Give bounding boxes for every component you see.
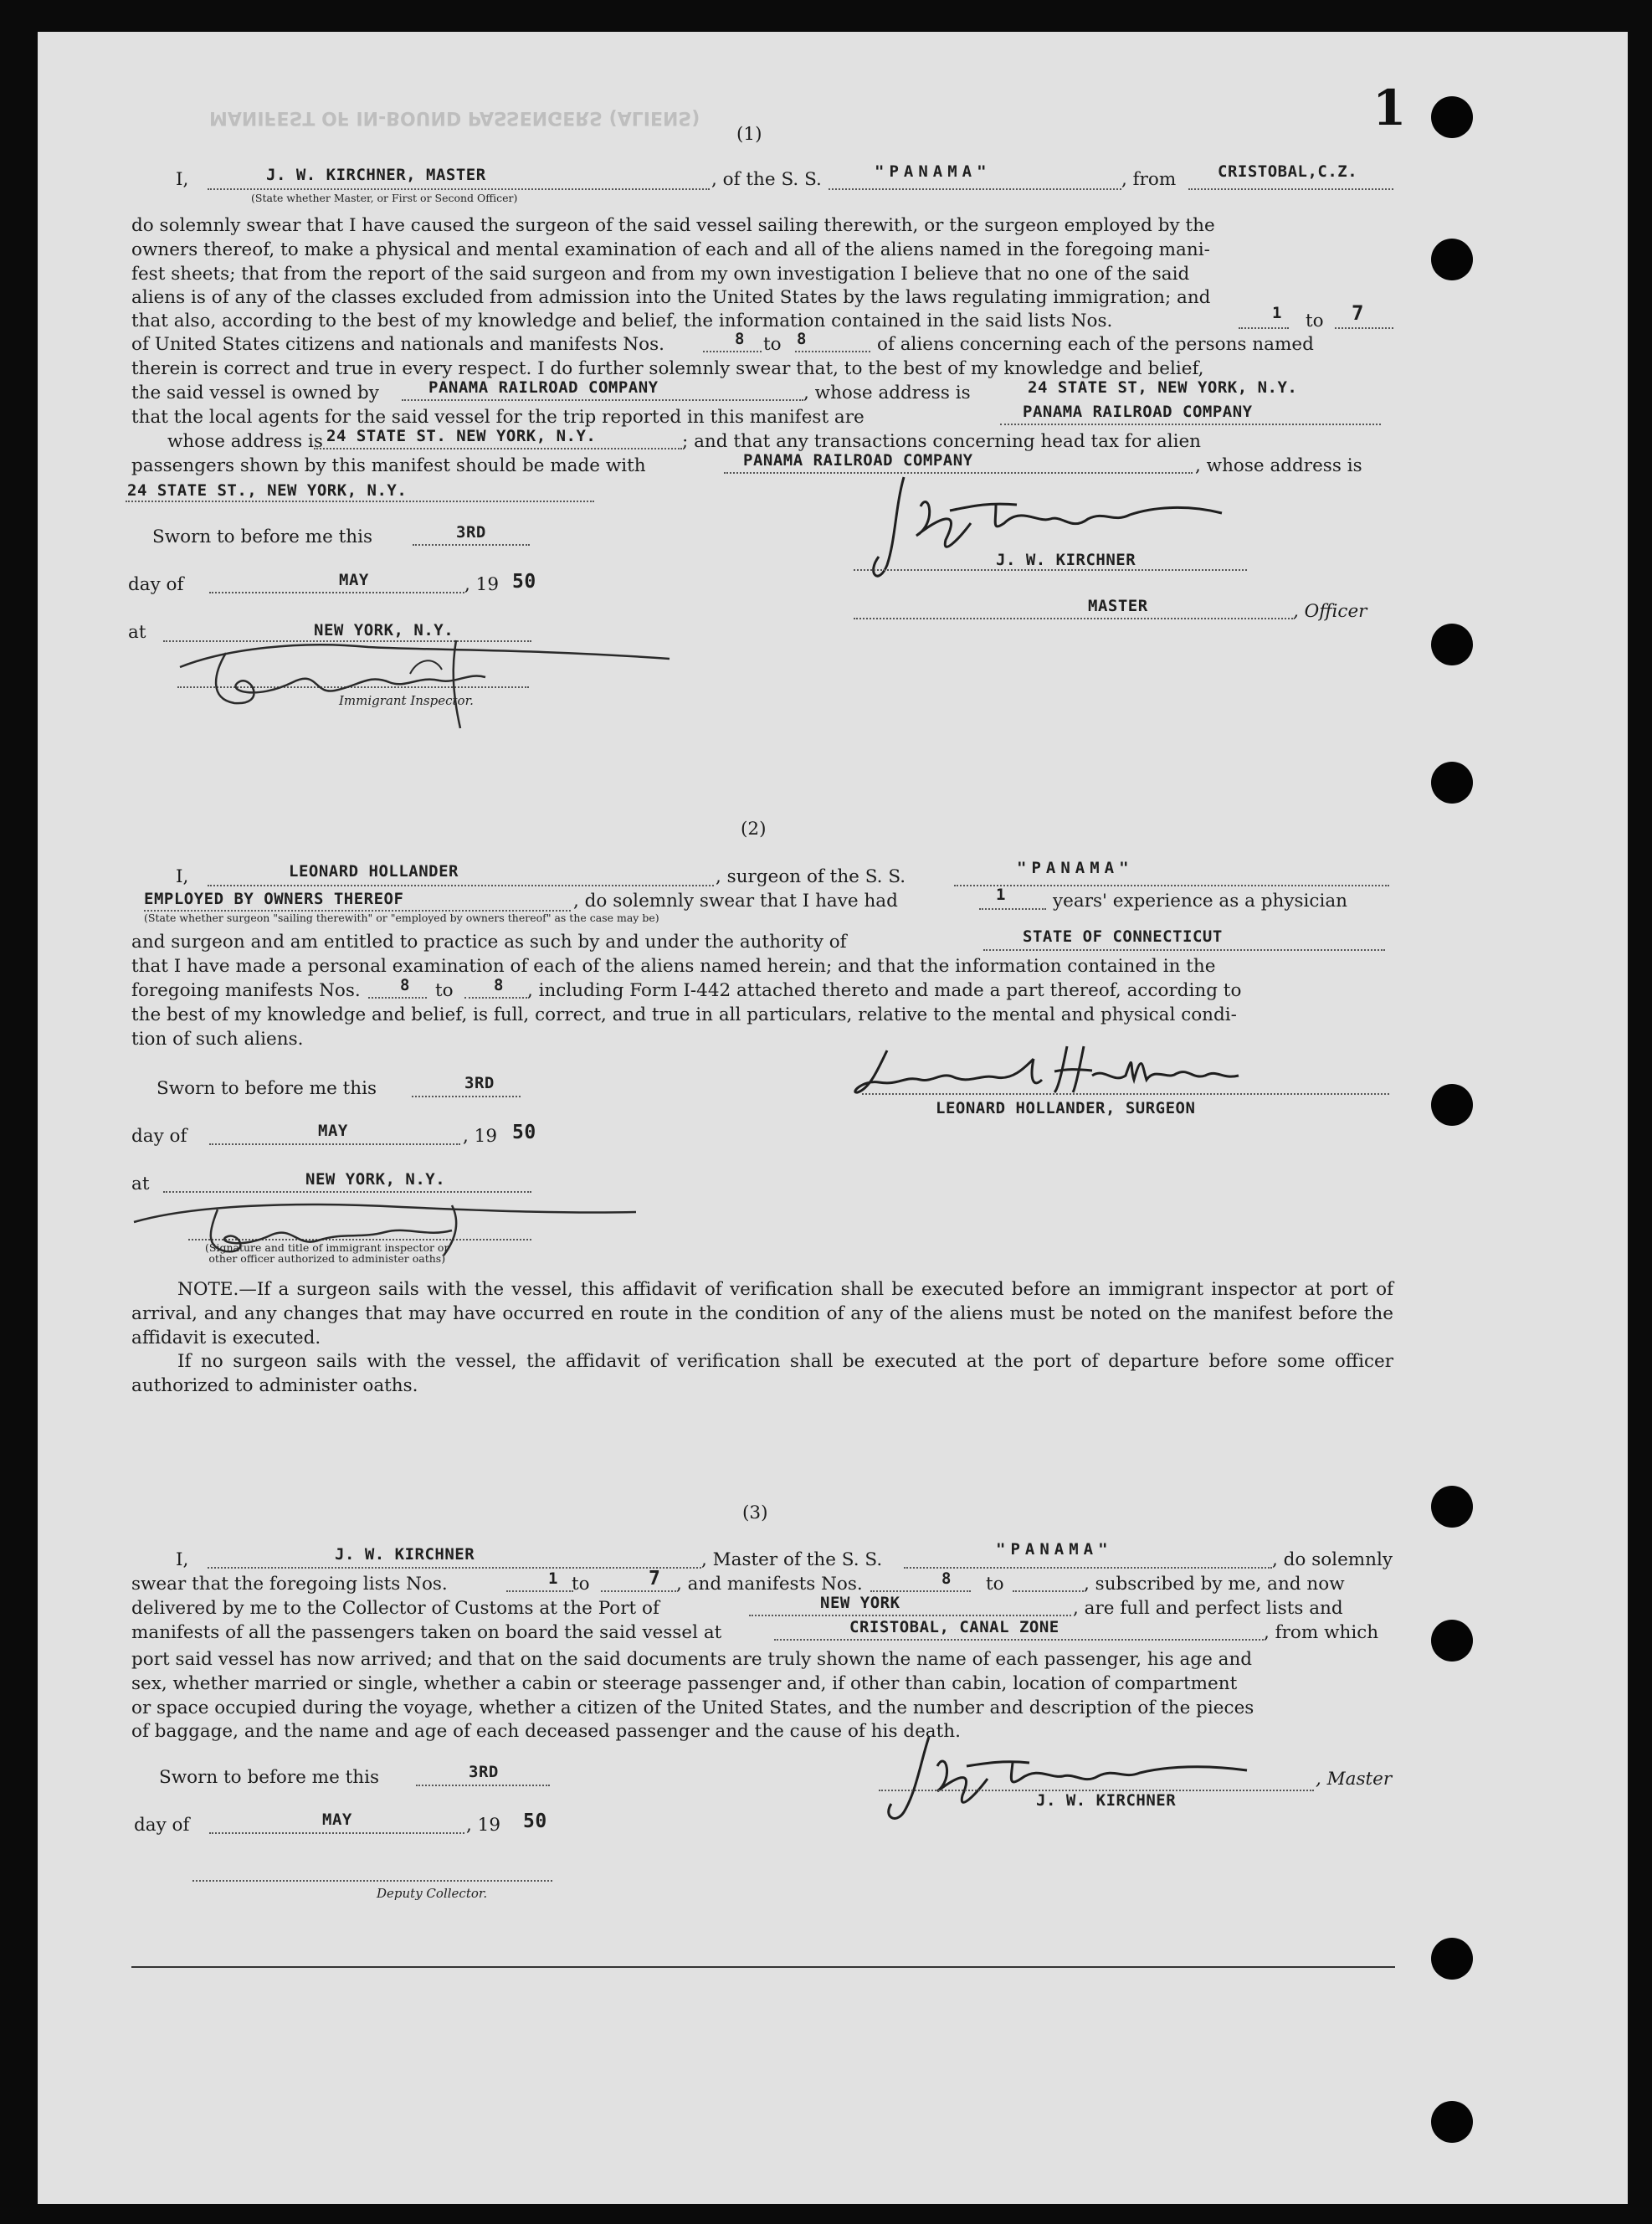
years-text: years' experience as a physician: [1053, 891, 1347, 912]
vessel-name: "PANAMA": [875, 162, 992, 181]
i-label: I,: [176, 866, 189, 887]
month: MAY: [318, 1122, 348, 1140]
manifests-text: manifests of all the passengers taken on board the said vessel at: [131, 1622, 722, 1643]
agents-label: that the local agents for the said vessel for the trip reported in this manifest are: [131, 407, 864, 428]
agent-address-label: whose address is: [167, 431, 323, 452]
authority-text: and surgeon and am entitled to practice as such by and under the authority of: [131, 932, 847, 953]
from-which-text: , from which: [1264, 1622, 1379, 1643]
master-name-line: [208, 1567, 701, 1569]
delivered-text: delivered by me to the Collector of Customs at the Port of: [131, 1598, 659, 1619]
month-line: [209, 592, 464, 593]
bleed-through-header: MANIFEST OF IN-BOUND PASSENGERS (ALIENS): [209, 107, 700, 128]
to-label: to: [572, 1574, 590, 1595]
note-block: [131, 1278, 1393, 1399]
aliens-line: tion of such aliens.: [131, 1029, 304, 1050]
collector-line: [192, 1880, 552, 1882]
vessel-line: [904, 1567, 1272, 1569]
lists-to: 7: [649, 1568, 661, 1590]
manifests-from-line: [870, 1590, 971, 1592]
master-name: J. W. KIRCHNER: [335, 1545, 475, 1564]
to-label: to: [763, 334, 782, 355]
body-line: therein is correct and true in every respect. I do further solemnly swear that, to the best of my knowledge and belief,: [131, 358, 1204, 379]
note-text-1: —If a surgeon sails with the vessel, this affidavit of verification shall be executed before an immigrant inspector at port of arrival, and any changes that may have occurred en route in the condition of any of the aliens must be noted on the manifest before the affidavit is executed.: [131, 1279, 1393, 1348]
officer-line: [854, 618, 1293, 619]
body-line: owners thereof, to make a physical and mental examination of each and all of the aliens named in the foregoing mani-: [131, 239, 1210, 260]
surgeon-signer-line: [862, 1093, 1389, 1095]
authority-line: [983, 949, 1385, 951]
day-of-label: day of: [128, 574, 184, 595]
officer-label: , Officer: [1293, 601, 1367, 622]
year-suffix: 50: [523, 1811, 547, 1832]
swear-text: swear that the foregoing lists Nos.: [131, 1574, 448, 1595]
owner-address: 24 STATE ST, NEW YORK, N.Y.: [1028, 378, 1298, 397]
punch-hole: [1431, 1486, 1473, 1528]
sworn-day-line: [412, 1096, 521, 1097]
years: 1: [996, 886, 1006, 904]
inspector-signature-2: [126, 1189, 644, 1264]
vessel-line: [954, 885, 1389, 886]
sworn-label: Sworn to before me this: [152, 526, 373, 547]
surgeon-typed-name: LEONARD HOLLANDER, SURGEON: [936, 1099, 1196, 1117]
owner-line: [402, 399, 803, 401]
punch-hole: [1431, 762, 1473, 804]
manifest-prefix: foregoing manifests Nos.: [131, 980, 361, 1001]
master-signature-1: [870, 473, 1264, 590]
to-label: to: [1306, 311, 1324, 331]
note-paragraph-1: [131, 1278, 1393, 1350]
from-port-line: [1188, 188, 1393, 190]
day-of-label: day of: [131, 1126, 187, 1147]
whose-address-label: , whose address is: [1195, 455, 1362, 476]
master-signature-3: [879, 1733, 1272, 1825]
from-label: , from: [1121, 169, 1177, 190]
aliens-text: of aliens concerning each of the persons named: [877, 334, 1314, 355]
bottom-rule: [131, 1966, 1395, 1968]
year-prefix: , 19: [463, 1126, 498, 1147]
year-prefix: , 19: [466, 1815, 501, 1836]
full-text: , are full and perfect lists and: [1073, 1598, 1343, 1619]
section-2-number: (2): [741, 819, 767, 840]
solemnly-text: , do solemnly: [1272, 1549, 1393, 1570]
section-1-body: [131, 214, 1393, 311]
surgeon-name-line: [208, 885, 714, 886]
subscribed-text: , subscribed by me, and now: [1084, 1574, 1345, 1595]
lists-to: 7: [1352, 301, 1364, 325]
sig-caption-line: (Signature and title of immigrant inspector or: [205, 1241, 449, 1254]
agent-address: 24 STATE ST. NEW YORK, N.Y.: [326, 427, 597, 445]
at-label: at: [128, 622, 146, 643]
manifest-to-line: [464, 997, 527, 999]
surgeon-name: LEONARD HOLLANDER: [289, 862, 459, 881]
years-line: [979, 908, 1046, 910]
swear-text: , do solemnly swear that I have had: [573, 891, 898, 912]
authority: STATE OF CONNECTICUT: [1023, 927, 1223, 946]
punch-hole: [1431, 2101, 1473, 2143]
tax-address: 24 STATE ST., NEW YORK, N.Y.: [127, 481, 408, 500]
manifests-to-line: [1013, 1590, 1084, 1592]
tax-party: PANAMA RAILROAD COMPANY: [743, 451, 973, 470]
lists-from: 1: [1272, 304, 1282, 322]
manifests-to: 8: [797, 330, 807, 348]
body-line: aliens is of any of the classes excluded from admission into the United States by the laws regulating immigration; and: [131, 287, 1211, 309]
tax-address-line: [126, 501, 594, 502]
month: MAY: [322, 1811, 352, 1829]
section-3-number: (3): [742, 1502, 768, 1523]
master-note: (State whether Master, or First or Second Officer): [251, 192, 518, 204]
note-label: NOTE.: [177, 1279, 239, 1300]
manifest-from: 8: [400, 976, 410, 994]
owned-by-label: the said vessel is owned by: [131, 383, 379, 403]
body-line: sex, whether married or single, whether a cabin or steerage passenger and, if other than cabin, location of compartment: [131, 1672, 1238, 1694]
body-line: fest sheets; that from the report of the said surgeon and from my own investigation I believe that no one of the said: [131, 263, 1190, 285]
place: NEW YORK, N.Y.: [305, 1170, 446, 1189]
sworn-label: Sworn to before me this: [159, 1767, 380, 1788]
signer-line: [854, 569, 1247, 571]
agents: PANAMA RAILROAD COMPANY: [1023, 403, 1253, 421]
master-typed-name: J. W. KIRCHNER: [1036, 1791, 1177, 1810]
i-label: I,: [176, 1549, 189, 1570]
punch-hole: [1431, 1620, 1473, 1662]
section-1-number: (1): [736, 124, 762, 145]
from-port: CRISTOBAL,C.Z.: [1218, 162, 1358, 181]
vessel-name: "PANAMA": [1017, 859, 1134, 877]
exam-line: that I have made a personal examination of each of the aliens named herein; and that the information contained in the: [131, 956, 1216, 977]
month-line: [209, 1143, 460, 1145]
body-line: do solemnly swear that I have caused the surgeon of the said vessel sailing therewith, or the surgeon employed by the: [131, 215, 1215, 236]
punch-hole: [1431, 1938, 1473, 1980]
origin-line: [774, 1639, 1264, 1641]
surgeon-of-label: , surgeon of the S. S.: [716, 866, 906, 887]
punch-hole: [1431, 96, 1473, 138]
note-paragraph-2: If no surgeon sails with the vessel, the affidavit of verification shall be executed at the port of departure before some officer authorized to administer oaths.: [131, 1351, 1393, 1397]
body-line: of baggage, and the name and age of each deceased passenger and the cause of his death.: [131, 1721, 961, 1743]
month-line: [209, 1832, 464, 1834]
sworn-day: 3RD: [469, 1763, 499, 1781]
manifests-from: 8: [735, 330, 745, 348]
body-line: port said vessel has now arrived; and that on the said documents are truly shown the name of each passenger, his age and: [131, 1649, 1253, 1670]
manifests-to-line: [795, 351, 870, 352]
place: NEW YORK, N.Y.: [314, 621, 454, 639]
employment-note: (State whether surgeon "sailing therewith" or "employed by owners thereof" as the case may be): [144, 912, 659, 924]
to-label: to: [435, 980, 454, 1001]
i-label: I,: [176, 169, 189, 190]
to-label: to: [986, 1574, 1004, 1595]
page-mark: 1: [1372, 80, 1407, 136]
manifests-from: 8: [941, 1569, 952, 1588]
agent-address-line: [314, 448, 682, 449]
punch-hole: [1431, 624, 1473, 665]
tax-party-label: passengers shown by this manifest should be made with: [131, 455, 646, 476]
lists-from: 1: [548, 1569, 558, 1588]
year-suffix: 50: [512, 571, 536, 593]
of-the-ss-label: , of the S. S.: [711, 169, 822, 190]
and-manifests-text: , and manifests Nos.: [676, 1574, 863, 1595]
origin: CRISTOBAL, CANAL ZONE: [849, 1618, 1059, 1636]
owner: PANAMA RAILROAD COMPANY: [428, 378, 659, 397]
best-line: the best of my knowledge and belief, is full, correct, and true in all particulars, relative to the mental and physical condi-: [131, 1004, 1237, 1025]
agents-line: [1000, 424, 1381, 425]
master-label: , Master: [1316, 1769, 1393, 1790]
lists-from-line: [1239, 327, 1289, 329]
master-name: J. W. KIRCHNER, MASTER: [266, 166, 486, 184]
lists-to-line: [601, 1590, 676, 1592]
lists-to-line: [1335, 327, 1393, 329]
body-line: or space occupied during the voyage, whether a citizen of the United States, and the number and description of the pieces: [131, 1697, 1254, 1718]
vessel-line: [829, 188, 1121, 190]
port: NEW YORK: [820, 1594, 900, 1612]
day-of-label: day of: [134, 1815, 190, 1836]
lists-from-line: [506, 1590, 573, 1592]
collector-caption: Deputy Collector.: [377, 1886, 488, 1901]
sworn-day: 3RD: [456, 523, 486, 542]
signer-title: MASTER: [1088, 597, 1148, 615]
year-suffix: 50: [512, 1122, 536, 1143]
lists-line: that also, according to the best of my knowledge and belief, the information contained in the said lists Nos.: [131, 311, 1113, 331]
sworn-day: 3RD: [464, 1074, 495, 1092]
sworn-day-line: [416, 1785, 550, 1786]
manifest-to: 8: [494, 976, 504, 994]
whose-address-label: , whose address is: [803, 383, 971, 403]
signer-typed: J. W. KIRCHNER: [996, 551, 1136, 569]
master-of-label: , Master of the S. S.: [701, 1549, 883, 1570]
punch-hole: [1431, 239, 1473, 280]
manifest-suffix: , including Form I-442 attached thereto and made a part thereof, according to: [527, 980, 1242, 1001]
tax-text: ; and that any transactions concerning head tax for alien: [682, 431, 1202, 452]
sig-caption-line: other officer authorized to administer oaths): [208, 1252, 446, 1266]
vessel-name: "PANAMA": [996, 1540, 1113, 1559]
master-name-line: [208, 188, 710, 190]
inspector-signature-1: [176, 621, 678, 732]
inspector-caption: Immigrant Inspector.: [339, 693, 474, 708]
port-line: [749, 1615, 1071, 1616]
year-prefix: , 19: [464, 574, 500, 595]
manifest-from-line: [368, 997, 427, 999]
month: MAY: [339, 571, 369, 589]
employment: EMPLOYED BY OWNERS THEREOF: [144, 890, 404, 908]
at-label: at: [131, 1174, 150, 1194]
sworn-day-line: [413, 544, 530, 546]
manifests-line: of United States citizens and nationals and manifests Nos.: [131, 334, 664, 355]
sworn-label: Sworn to before me this: [156, 1078, 377, 1099]
section-3-body: [131, 1648, 1393, 1744]
punch-hole: [1431, 1084, 1473, 1126]
manifests-from-line: [703, 351, 762, 352]
